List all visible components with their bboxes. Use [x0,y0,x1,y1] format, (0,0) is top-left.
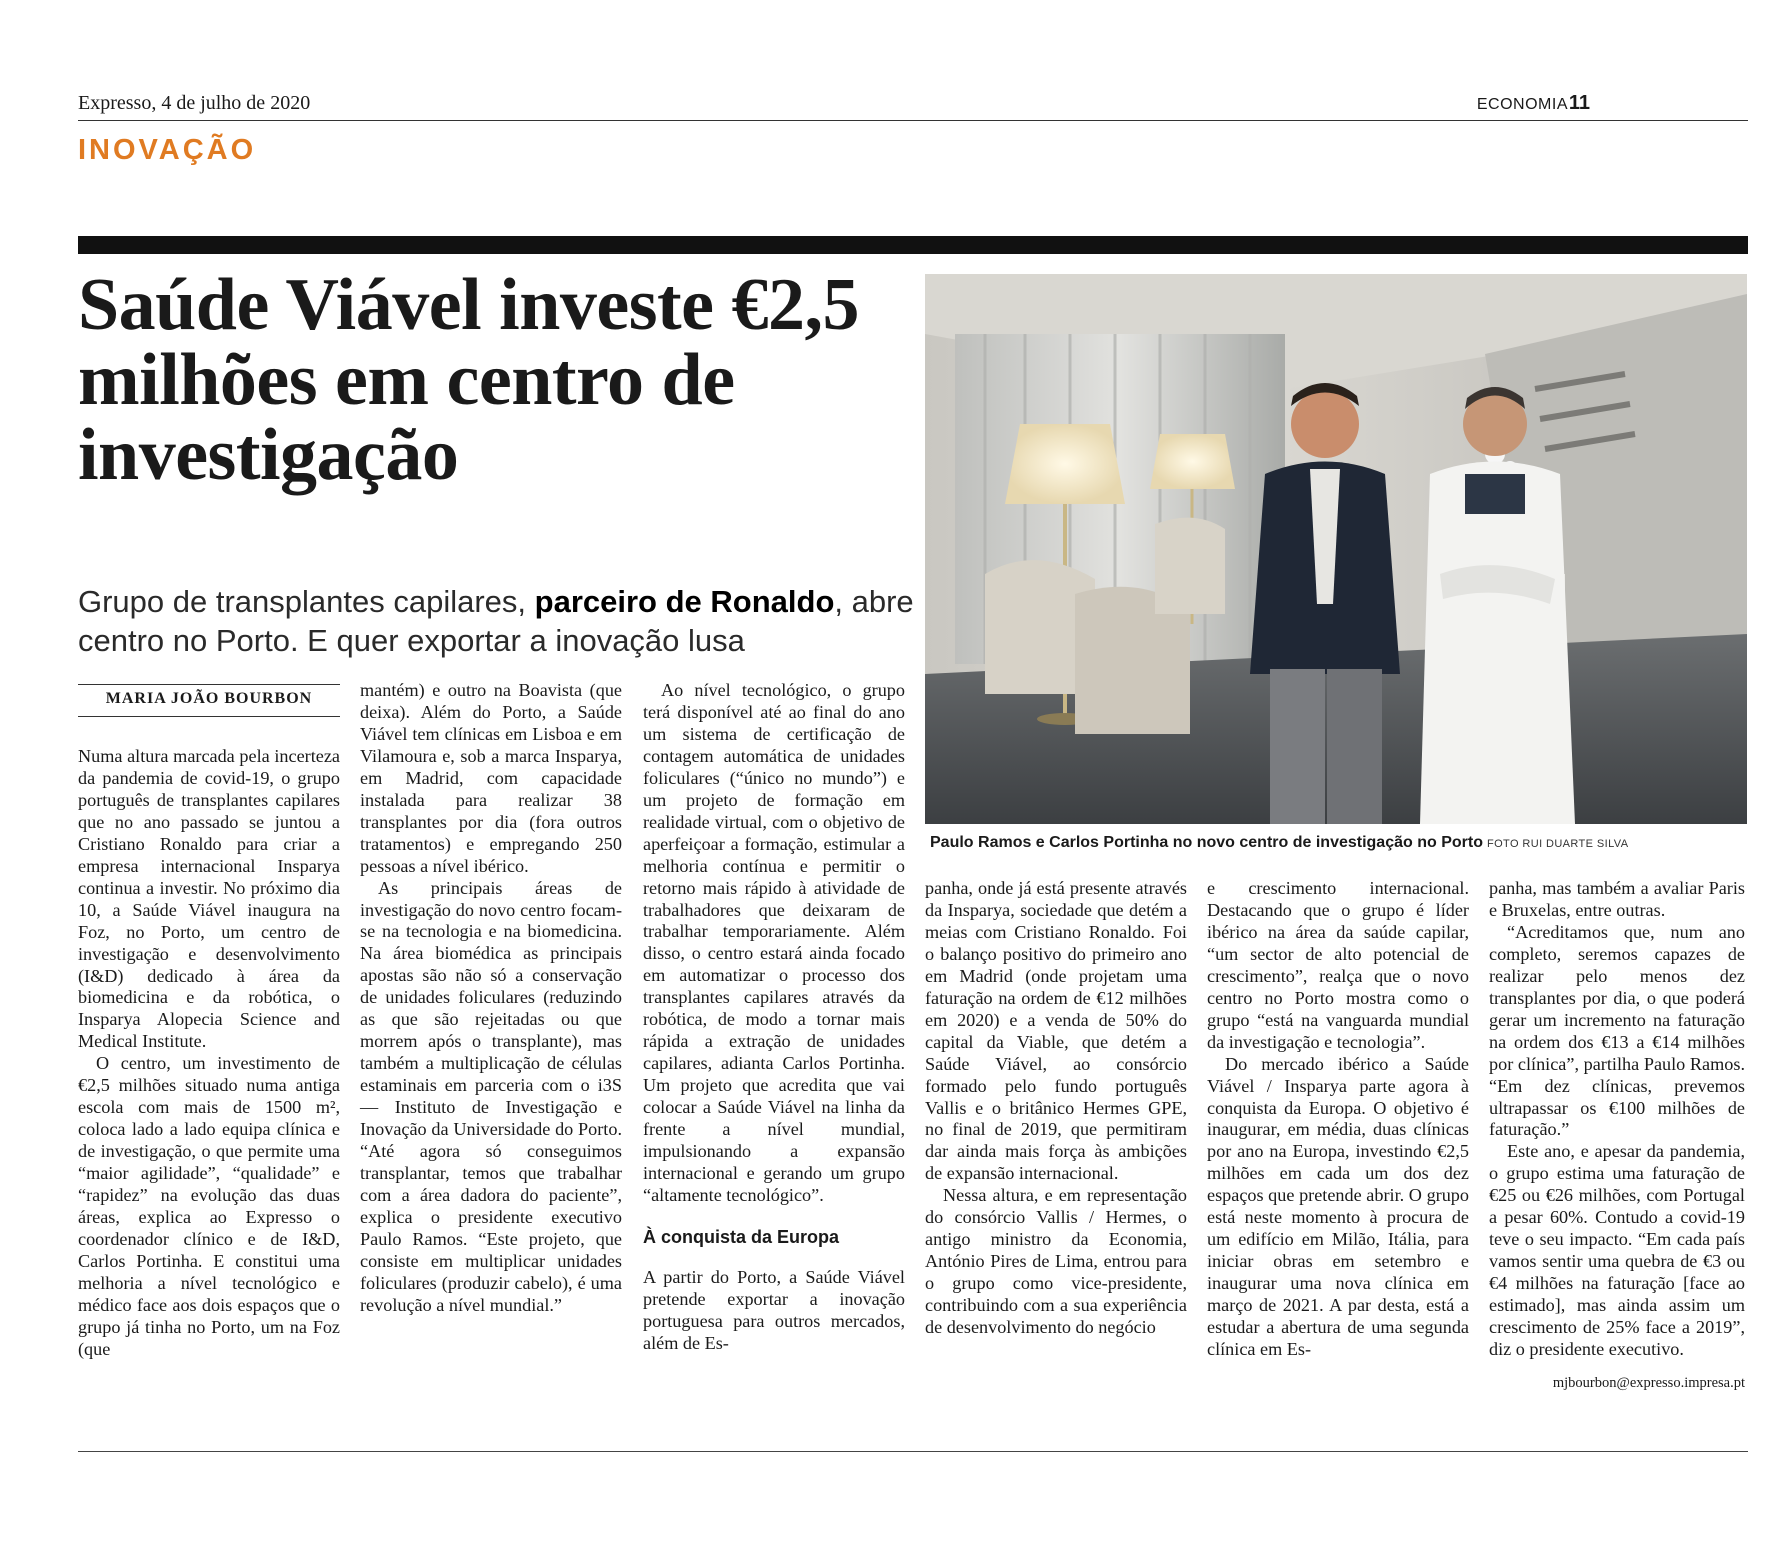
body-paragraph: Do mercado ibérico a Saúde Viável / Insparya parte agora à conquista da Europa. O objetivo é inaugurar, em média, duas clínicas por ano na Europa, investindo €2,5 milhões em cada um dos dez espaços que pretende abrir. O grupo está neste momento à procura de um edifício em Milão, Itália, para iniciar obras em setembro e inaugurar uma nova clínica em março de 2021. A par desta, está a estudar a abertura de uma segunda clínica em Es- [1207,1053,1469,1360]
publication-date: Expresso, 4 de julho de 2020 [78,92,311,114]
byline-rule-bottom [78,716,340,717]
section-rubric: INOVAÇÃO [78,134,257,166]
photo-illustration [925,274,1747,824]
subheading: À conquista da Europa [643,1226,840,1247]
body-paragraph: e crescimento internacional. Destacando que o grupo é líder ibérico na área da saúde capilar, “um sector de alto potencial de crescimento”, realça que o novo centro no Porto mostra como o grupo “está na vanguarda mundial da investigação e tecnologia”. [1207,878,1469,1052]
page-number: 11 [1568,92,1590,114]
headline-top-bar [78,236,1748,254]
body-column-4 [925,878,1187,1339]
lede-text-start: Grupo de transplantes capilares, [78,584,535,619]
article-photo [925,274,1747,824]
body-paragraph: “Acreditamos que, num ano completo, seremos capazes de realizar pelo menos dez transplantes por dia, o que poderá gerar um incremento na faturação na ordem dos €13 a €14 milhões por clínica”, partilha Paulo Ramos. “Em dez clínicas, prevemos ultrapassar os €100 milhões de faturação.” [1489,921,1745,1140]
body-column-1 [78,746,340,1361]
body-paragraph: Este ano, e apesar da pandemia, o grupo estima uma faturação de €25 ou €26 milhões, com Portugal a pesar 60%. Contudo a covid-19 teve o seu impacto. “Em cada país vamos sentir uma quebra de €3 ou €4 milhões na faturação [face ao estimado], mas ainda assim um crescimento de 25% face a 2019”, diz o presidente executivo. [1489,1141,1745,1360]
body-column-2 [360,680,622,1317]
body-paragraph: As principais áreas de investigação do novo centro focam-se na tecnologia e na biomedicina. Na área biomédica as principais apostas são não só a conservação de unidades foliculares (reduzindo as que são rejeitadas ou que morrem após o transplante), mas também a multiplicação de células estaminais em parceria com o i3S — Instituto de Investigação e Inovação da Universidade do Porto. “Até agora só conseguimos transplantar, temos que trabalhar com a área dadora do paciente”, explica o presidente executivo Paulo Ramos. “Este projeto, que consiste em multiplicar unidades foliculares (produzir cabelo), é uma revolução a nível mundial.” [360,877,622,1315]
body-paragraph: O centro, um investimento de €2,5 milhões situado numa antiga escola com mais de 1500 m², coloca lado a lado equipa clínica e de investigação, o que permite uma “maior agilidade”, “qualidade” e “rapidez” na evolução das duas áreas, explica ao Expresso o coordenador clínico e de I&D, Carlos Portinha. E constitui uma melhoria a nível tecnológico e médico face aos dois espaços que o grupo já tinha no Porto, um na Foz (que [78,1053,340,1359]
body-column-3 [643,680,905,1355]
body-column-6 [1489,878,1745,1395]
lede [78,582,918,660]
section-name: ECONOMIA [1476,96,1568,113]
headline: Saúde Viável investe €2,5 milhões em centro de investigação [78,264,859,496]
author-email[interactable]: mjbourbon@expresso.impresa.pt [1552,1374,1745,1391]
lede-emphasis: parceiro de Ronaldo [534,584,835,619]
photo-caption: Paulo Ramos e Carlos Portinha no novo centro de investigação no Porto [930,834,1483,851]
body-paragraph: panha, onde já está presente através da Insparya, sociedade que detém a meias com Cristiano Ronaldo. Foi o balanço positivo do primeiro ano em Madrid (onde projetam uma faturação na ordem de €12 milhões em 2020) e a venda de 50% do capital da Viable, que detém a Saúde Viável, ao consórcio formado pelo fundo português Vallis e o britânico Hermes GPE, no final de 2019, que permitiram dar ainda mais força às ambições de expansão internacional. [925,878,1187,1184]
body-column-5 [1207,878,1469,1361]
photo-credit: FOTO RUI DUARTE SILVA [1486,838,1629,850]
photo-caption-row [930,834,1750,852]
header-rule [78,120,1748,121]
body-paragraph: panha, mas também a avaliar Paris e Bruxelas, entre outras. [1489,878,1745,920]
body-paragraph: Ao nível tecnológico, o grupo terá disponível até ao final do ano um sistema de certificação de contagem automática de unidades foliculares (“único no mundo”) e um projeto de formação em realidade virtual, com o objetivo de aperfeiçoar a formação, estimular a melhoria contínua e permitir o retorno mais rápido à atividade de trabalhadores que deixaram de trabalhar temporariamente. Além disso, o centro estará ainda focado em automatizar o processo dos transplantes capilares através da robótica, de modo a tornar mais rápida a extração de unidades capilares, adianta Carlos Portinha. Um projeto que acredita que vai colocar a Saúde Viável na linha da frente a nível mundial, impulsionando a expansão internacional e gerando um grupo “altamente tecnológico”. [643,680,905,1205]
byline: MARIA JOÃO BOURBON [105,690,313,707]
body-paragraph: mantém) e outro na Boavista (que deixa). Além do Porto, a Saúde Viável tem clínicas em Lisboa e em Vilamoura e, sob a marca Insparya, em Madrid, com capacidade instalada para realizar 38 transplantes por dia (fora outros tratamentos) e empregando 250 pessoas a nível ibérico. [360,680,622,876]
body-paragraph: A partir do Porto, a Saúde Viável pretende exportar a inovação portuguesa para outros mercados, além de Es- [643,1266,905,1353]
body-paragraph: Nessa altura, e em representação do consórcio Vallis / Hermes, o antigo ministro da Economia, António Pires de Lima, entrou para o grupo como vice-presidente, contribuindo com a sua experiência de desenvolvimento do negócio [925,1185,1187,1338]
byline-rule-top [78,684,340,685]
bottom-rule [78,1451,1748,1452]
body-paragraph: Numa altura marcada pela incerteza da pandemia de covid-19, o grupo português de transplantes capilares que no ano passado se juntou a Cristiano Ronaldo para criar a empresa internacional Insparya continua a investir. No próximo dia 10, a Saúde Viável inaugura na Foz, no Porto, um centro de investigação e desenvolvimento (I&D) dedicado à área da biomedicina e da robótica, o Insparya Alopecia Science and Medical Institute. [78,746,340,1052]
lede-text-end: , abre centro no Porto. E quer exportar a inovação lusa [78,584,914,658]
